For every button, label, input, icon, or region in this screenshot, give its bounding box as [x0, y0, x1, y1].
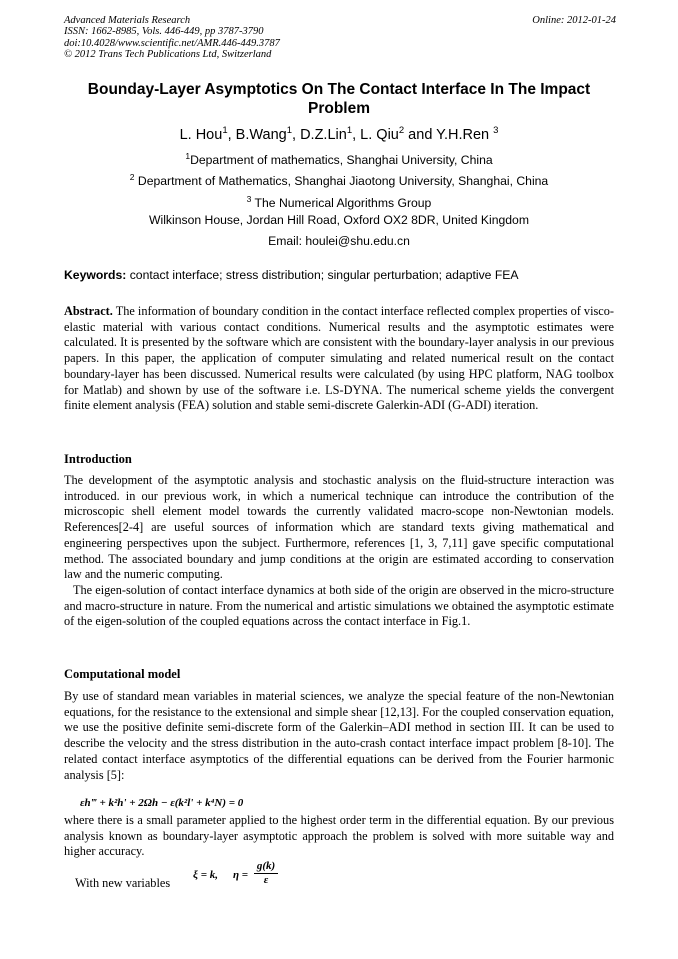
keywords-text: contact interface; stress distribution; singular perturbation; adaptive FEA — [126, 268, 519, 282]
paper-title: Bounday-Layer Asymptotics On The Contact Interface In The Impact Problem — [87, 81, 591, 117]
author-name: L. Hou — [179, 126, 223, 143]
affil-mark: 1 — [185, 151, 191, 161]
author-affil-mark: 1 — [222, 125, 228, 136]
affil-text: Department of mathematics, Shanghai University, China — [190, 153, 493, 168]
introduction-paragraph-1: The development of the asymptotic analysis and stochastic analysis on the fluid-structure interaction was introduced. in our previous work, in which a numerical technique can introduce the contribution of the microscopic shell element model towards the currently validated macro-scope non-Newtonian models. References[2-4] are useful sources of information which are standard texts giving mathematical and engineering perspectives upon the subject. Furthermore, references [1, 3, 7,11] gave specific computational method. The associated boundary and jump conditions at the origin are estimated according to conservation law and the numeric computing. — [64, 473, 614, 582]
fraction-numerator: g(k) — [256, 860, 276, 872]
journal-name: Advanced Materials Research — [64, 15, 191, 26]
keywords-label: Keywords: — [64, 268, 127, 282]
issn-line: ISSN: 1662-8985, Vols. 446-449, pp 3787-3790 — [64, 26, 264, 38]
new-variables-text: With new variables — [75, 876, 171, 890]
author-affil-mark: 3 — [493, 125, 499, 136]
fraction-denominator: ε — [263, 874, 269, 886]
author-affil-mark: 2 — [398, 125, 405, 136]
author-name: and Y.H.Ren — [404, 126, 494, 143]
section-heading-introduction: Introduction — [64, 452, 132, 466]
abstract — [64, 304, 614, 414]
affil-text: The Numerical Algorithms Group — [251, 196, 432, 211]
fraction-g-over-epsilon — [253, 860, 279, 887]
affiliation-2 — [64, 170, 614, 189]
variable-eta: η = — [233, 869, 249, 881]
author-name: , L. Qiu — [352, 126, 399, 143]
journal-header — [64, 15, 616, 61]
section-heading-computational-model: Computational model — [64, 667, 181, 681]
affil-mark: 2 — [129, 172, 135, 182]
affil-mark: 3 — [246, 194, 252, 204]
introduction-paragraph-2: The eigen-solution of contact interface dynamics at both side of the origin are observed in the micro-structure and macro-structure in nature. From the numerical and artistic simulations we obtained the asymptotic estimate of the eigen-solution of the coupled equations across the contact interface in Fig.1. — [64, 583, 614, 629]
keywords — [64, 268, 616, 283]
affiliation-3 — [64, 192, 614, 211]
author-affil-mark: 1 — [286, 125, 293, 136]
online-date: Online: 2012-01-24 — [532, 15, 616, 26]
affiliation-1 — [64, 149, 614, 168]
author-affil-mark: 1 — [346, 125, 353, 136]
doi-line: doi:10.4028/www.scientific.net/AMR.446-449.3787 — [64, 37, 280, 49]
computational-paragraph-2: where there is a small parameter applied to the highest order term in the differential equation. By our previous analysis known as boundary-layer asymptotic approach the problem is solved with more suitable way and higher accuracy. — [64, 813, 614, 859]
author-list — [64, 122, 614, 144]
affil-text: Department of Mathematics, Shanghai Jiaotong University, Shanghai, China — [134, 174, 549, 189]
author-name: , D.Z.Lin — [292, 126, 347, 143]
author-name: , B.Wang — [227, 126, 287, 143]
abstract-label: Abstract. — [64, 304, 113, 318]
computational-paragraph-1: By use of standard mean variables in material sciences, we analyze the special feature of the non-Newtonian equations, for the resistance to the extensional and simple shear [12,13]. For the coupled conservation equation, we use the positive definite semi-discrete form of the Galerkin–ADI method in section III. It can be used to describe the velocity and the stress distribution in the auto-crash contact interface impact problem [8-10]. The related contact interface asymptotics of the differential equations can be derived from the Fourier harmonic analysis [5]: — [64, 689, 614, 782]
equation-1: εh‴ + k²h' + 2Ωh − ε(k²l' + k⁴N) = 0 — [80, 797, 244, 809]
contact-email: Email: houlei@shu.edu.cn — [268, 234, 410, 248]
affiliation-address: Wilkinson House, Jordan Hill Road, Oxford OX2 8DR, United Kingdom — [148, 213, 529, 227]
abstract-text: The information of boundary condition in the contact interface reflected complex properties of visco-elastic material with various contact conditions. Numerical results and the asymptotic estimates were calculated. It is presented by the software which are consistent with the boundary-layer analysis in our previous papers. In this paper, the application of computer simulating and related numerical result on the contact boundary-layer has been discussed. Numerical results were calculated (by using HPC platform, NAG toolbox for Matlab) and shown by use of the software i.e. LS-DYNA. The numerical scheme yields the convergent finite element analysis (FEA) solution and stable semi-discrete Galerkin-ADI (G-ADI) iteration. — [64, 304, 614, 413]
copyright-line: © 2012 Trans Tech Publications Ltd, Switzerland — [64, 49, 272, 61]
variable-xi: ξ = k, — [193, 869, 218, 881]
